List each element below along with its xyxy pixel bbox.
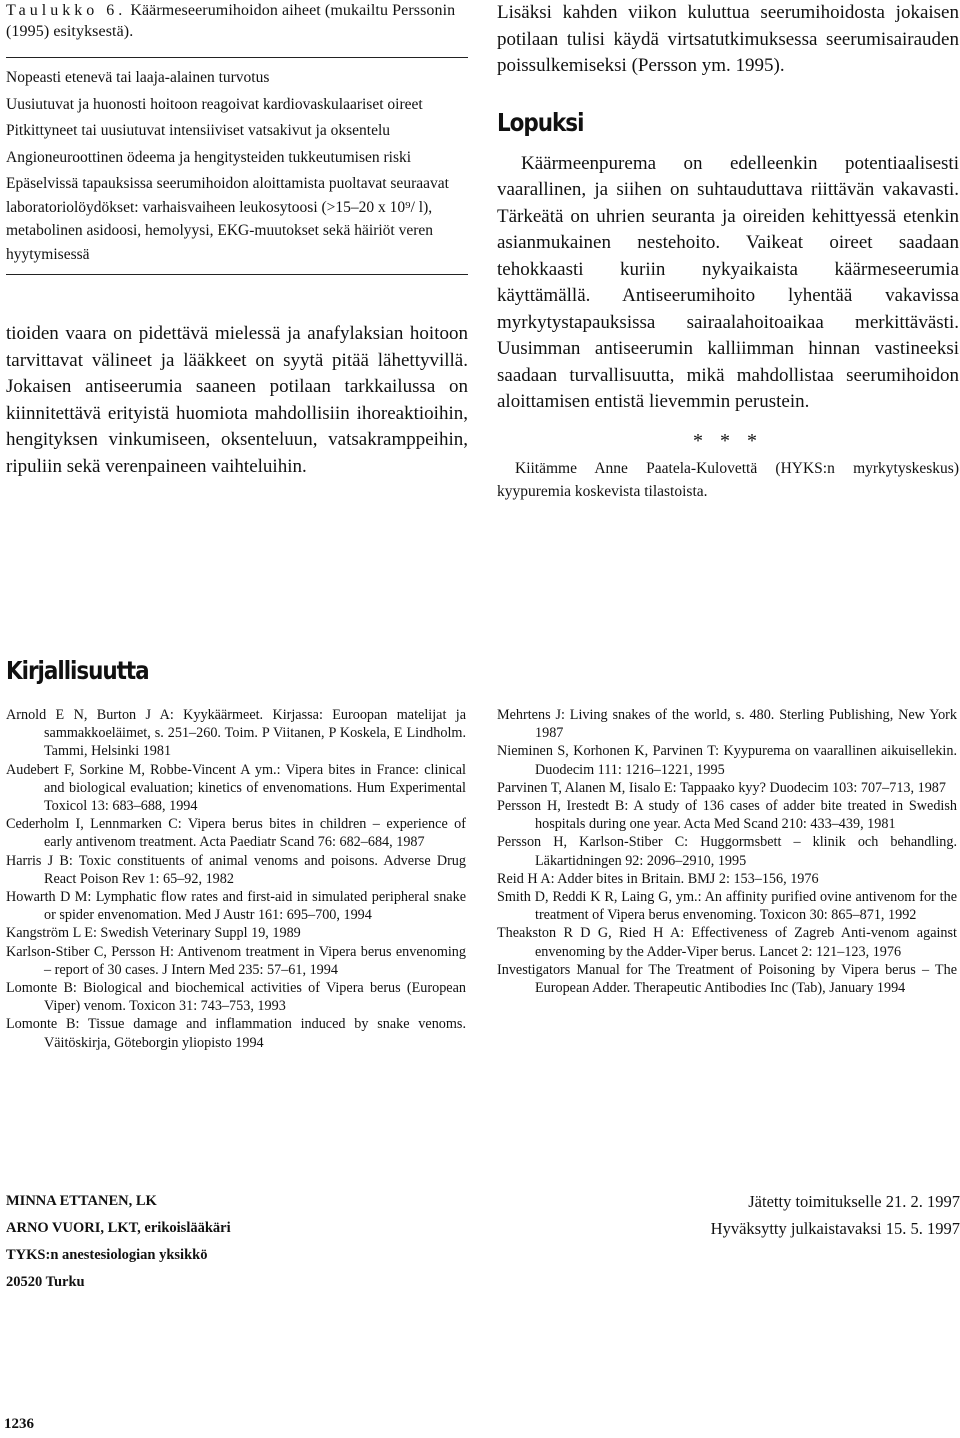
references-heading: Kirjallisuutta bbox=[6, 656, 149, 685]
table-row: Nopeasti etenevä tai laaja-alainen turvotus bbox=[6, 69, 270, 86]
reference-item: Persson H, Irestedt B: A study of 136 cases of adder bite treated in Swedish hospitals during one year. Acta Med Scand 210: 433–439, 1981 bbox=[497, 798, 957, 833]
reference-item: Kangström L E: Swedish Veterinary Suppl 19, 1989 bbox=[6, 925, 301, 942]
table-caption bbox=[6, 0, 468, 42]
date-received: Jätetty toimitukselle 21. 2. 1997 bbox=[748, 1192, 960, 1211]
section-heading-lopuksi: Lopuksi bbox=[497, 107, 584, 137]
reference-item: Lomonte B: Biological and biochemical activities of Vipera berus (European Viper) venom. Toxicon 31: 743–753, 1993 bbox=[6, 980, 466, 1015]
references-right bbox=[497, 706, 957, 997]
references-left bbox=[6, 706, 466, 1052]
section-separator: * * * bbox=[693, 429, 763, 452]
reference-item: Theakston R D G, Ried H A: Effectiveness of Zagreb Anti-venom against envenoming by the Adder-Viper berus. Lancet 2: 121–123, 1976 bbox=[497, 925, 957, 960]
reference-item: Arnold E N, Burton J A: Kyykäärmeet. Kirjassa: Euroopan matelijat ja sammakkoeläimet, s. 251–260. Toim. P Viitanen, P Koskela, E Lindholm. Tammi, Helsinki 1981 bbox=[6, 707, 466, 760]
acknowledgement: Kiitämme Anne Paatela-Kulovettä (HYKS:n myrkytyskeskus) kyypuremia koskevista tilastoista. bbox=[497, 459, 959, 500]
left-column bbox=[6, 0, 468, 480]
table-row: Pitkittyneet tai uusiutuvat intensiiviset vatsakivut ja oksentelu bbox=[6, 122, 391, 139]
reference-item: Investigators Manual for The Treatment of Poisoning by Vipera berus – The European Adder. Therapeutic Antibodies Inc (Tab), January 1994 bbox=[497, 961, 957, 997]
reference-item: Karlson-Stiber C, Persson H: Antivenom treatment in Vipera berus envenoming – report of 30 cases. J Intern Med 235: 57–61, 1994 bbox=[6, 943, 466, 978]
table-row: Epäselvissä tapauksissa seerumihoidon aloittamista puoltavat seuraavat laboratoriolöydökset: varhaisvaiheen leukosytoosi (>15–20 x 10⁹/ l), metabolinen asidoosi, hemolyysi, EKG-muutokset sekä häiriöt veren hyytymisessä bbox=[6, 175, 449, 263]
author-affiliation: TYKS:n anestesiologian yksikkö bbox=[6, 1247, 208, 1263]
reference-item: Persson H, Karlson-Stiber C: Huggormsbett – klinik och behandling. Läkartidningen 92: 2096–2910, 1995 bbox=[497, 834, 957, 869]
table-row: Uusiutuvat ja huonosti hoitoon reagoivat kardiovaskulaariset oireet bbox=[6, 95, 423, 113]
reference-item: Howarth D M: Lymphatic flow rates and first-aid in simulated peripheral snake or spider envenomation. Med J Austr 161: 695–700, 1994 bbox=[6, 889, 466, 924]
reference-item: Audebert F, Sorkine M, Robbe-Vincent A ym.: Vipera bites in France: clinical and biological evaluation; kinetics of envenomations. Hum Experimental Toxicol 13: 683–688, 1994 bbox=[6, 761, 466, 815]
table-caption-text: Käärmeseerumihoidon aiheet (mukailtu Perssonin (1995) esityksestä). bbox=[6, 2, 456, 40]
reference-item: Harris J B: Toxic constituents of animal venoms and poisons. Adverse Drug React Poison Rev 1: 65–92, 1982 bbox=[6, 852, 466, 887]
table-row: Angioneuroottinen ödeema ja hengitysteiden tukkeutumisen riski bbox=[6, 148, 412, 166]
author-name: ARNO VUORI, LKT, erikoislääkäri bbox=[6, 1220, 231, 1236]
publication-dates bbox=[560, 1188, 960, 1242]
table-bottom-rule bbox=[6, 274, 468, 275]
right-body-text: Lisäksi kahden viikon kuluttua seerumihoidosta jokaisen potilaan tulisi käydä virtsatutkimuksessa seerumisairauden poissulkemiseksi (Persson ym. 1995). bbox=[497, 2, 959, 76]
reference-item: Lomonte B: Tissue damage and inflammation induced by snake venoms. Väitöskirja, Göteborgin yliopisto 1994 bbox=[6, 1016, 466, 1051]
table-label: Taulukko 6. bbox=[6, 2, 127, 19]
table-top-rule bbox=[6, 57, 468, 58]
page-number: 1236 bbox=[4, 1416, 34, 1432]
reference-item: Smith D, Reddi K R, Laing G, ym.: An affinity purified ovine antivenom for the treatment of Vipera berus envenoming. Toxicon 30: 865–871, 1992 bbox=[497, 889, 957, 924]
right-column bbox=[497, 0, 959, 503]
reference-item: Nieminen S, Korhonen K, Parvinen T: Kyypurema on vaarallinen aikuisellekin. Duodecim 111: 1216–1221, 1995 bbox=[497, 743, 957, 778]
author-address: 20520 Turku bbox=[6, 1274, 85, 1290]
lopuksi-text: Käärmeenpurema on edelleenkin potentiaalisesti vaarallinen, ja siihen on suhtauduttava riittävän vakavasti. Tärkeätä on uhrien seuranta ja oireiden kehittyessä etenkin asianmukainen nestehoito. Vaikeat oireet saadaan tehokkaasti kuriin nykyaikaista käärmeseerumia käyttämällä. Antiseerumihoito lyhentää vakavissa myrkytystapauksissa sairaalahoitoaikaa merkittävästi. Uusimman antiseerumin kalliimman hinnan vastineeksi saadaan turvallisuutta, mikä mahdollistaa seerumihoidon aloittamisen entistä lievemmin perustein. bbox=[497, 152, 959, 412]
reference-item: Reid H A: Adder bites in Britain. BMJ 2: 153–156, 1976 bbox=[497, 870, 819, 887]
reference-item: Mehrtens J: Living snakes of the world, s. 480. Sterling Publishing, New York 1987 bbox=[497, 707, 957, 742]
reference-item: Cederholm I, Lennmarken C: Vipera berus bites in children – experience of early antivenom treatment. Acta Paediatr Scand 76: 682–684, 1987 bbox=[6, 816, 466, 851]
author-block bbox=[6, 1188, 231, 1296]
reference-item: Parvinen T, Alanen M, Iisalo E: Tappaako kyy? Duodecim 103: 707–713, 1987 bbox=[497, 779, 946, 796]
author-name: MINNA ETTANEN, LK bbox=[6, 1193, 157, 1209]
left-body-text: tioiden vaara on pidettävä mielessä ja anafylaksian hoitoon tarvittavat välineet ja lääkkeet on syytä pitää lähettyvillä. Jokaisen antiseerumia saaneen potilaan tarkkailussa on kiinnitettävä erityistä huomiota mahdollisiin ihoreaktioihin, hengityksen vinkumiseen, oksenteluun, vatsakramppeihin, ripuliin sekä verenpaineen vaihteluihin. bbox=[6, 323, 468, 477]
date-accepted: Hyväksytty julkaistavaksi 15. 5. 1997 bbox=[710, 1219, 960, 1238]
